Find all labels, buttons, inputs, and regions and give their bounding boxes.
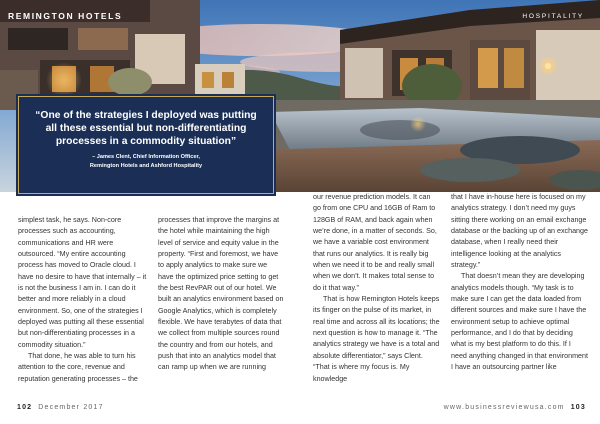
column-2-paragraph-1: processes that improve the margins at the hotel while maintaining the high level of service and equity value in the property. “First and foremost, we have to apply analytics to make sure we have the optimized price setting to get the best RevPAR out of our hotel. We built an analytics environment based on Google Analytics, which is completely flexible. We have terabytes of data that we collect from multiple sources round the country and from our hotels, and push that into an analytics model that can ramp up when we are running [158,216,284,372]
footer-right [444,404,586,411]
article-column-3 [313,192,440,385]
article-column-4 [451,192,588,374]
website-url[interactable]: www.businessreviewusa.com [443,404,565,411]
article-column-2 [158,215,284,374]
pull-quote [18,96,274,194]
section-header: HOSPITALITY [522,13,584,20]
pull-quote-attribution [19,153,273,170]
brand-header: REMINGTON HOTELS [8,11,123,21]
column-4-paragraph-2: That doesn’t mean they are developing analytics models though. “My task is to make sure I can get the data loaded from different sources and make sure I have the environment setup to achieve optimal performance, and I do that by deciding what is my best platform to do this. If I need anything changed in that environment I have an outsourcing partner like [451,272,588,372]
column-4-paragraph-1: that I have in-house here is focused on my analytics strategy. I don’t need my guys sitting there working on an email exchange database or the backing up of an exchange database, when I really need their intelligence looking at the analytics strategy.” [451,193,588,270]
column-3-paragraph-2: That is how Remington Hotels keeps its finger on the pulse of its market, in real time and across all its locations; the next question is how to manage it. “The analytics strategy we have is a total and absolute differentiator,” says Clent. “That is where my focus is. My knowledge [313,295,440,383]
issue-date: December 2017 [38,404,104,411]
pull-quote-text: “One of the strategies I deployed was putting all these essential but non-differentiating processes in a commodity situation” [35,110,257,147]
left-page-number: 102 [17,404,33,411]
column-1-paragraph-1: simplest task, he says. Non-core processes such as accounting, communications and HR were outsourced. “My entire accounting process has moved to Oracle cloud. I have no desire to have that internally – it is not the business I am in. I can do it better and more reliably in a cloud environment. So, one of the strategies I deployed was putting all these essential but non-differentiating processes in a commodity situation.” [18,216,147,349]
attribution-line-2: Remington Hotels and Ashford Hospitality [89,162,203,169]
footer-left [17,404,104,411]
article-column-1 [18,215,150,385]
attribution-line-1: – James Clent, Chief Information Officer, [92,154,200,160]
column-1-paragraph-2: That done, he was able to turn his attention to the core, revenue and reputation generating processes – the [18,352,138,383]
column-3-paragraph-1: our revenue prediction models. It can go from one CPU and 16GB of Ram to 128GB of RAM, and back again when we’re done, in a matter of seconds. So, we have a variable cost environment that runs our analytics. It is really big when we need it to be and really small when we don’t. It makes total sense to do it that way.” [313,193,437,292]
right-page-number: 103 [570,404,586,411]
